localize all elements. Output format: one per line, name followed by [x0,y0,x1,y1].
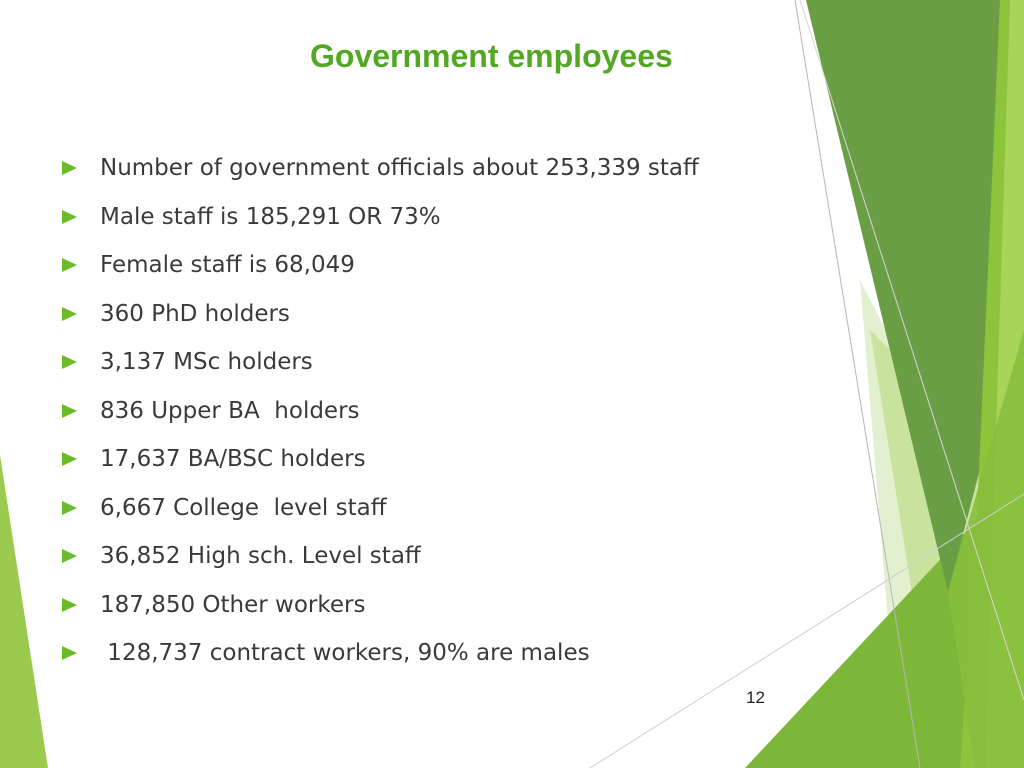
list-item [62,532,699,581]
bullet-text: 836 Upper BA holders [100,397,360,424]
bullet-arrow-icon [62,210,77,224]
bullet-arrow-icon [62,307,77,321]
page-number: 12 [746,688,765,707]
bullet-arrow-icon [62,452,77,466]
list-item [62,629,699,678]
bullet-arrow-icon [62,258,77,272]
list-item [62,338,699,387]
bullet-arrow-icon [62,501,77,515]
list-item [62,484,699,533]
bullet-arrow-icon [62,161,77,175]
list-item [62,387,699,436]
bullet-arrow-icon [62,598,77,612]
bullet-text: 128,737 contract workers, 90% are males [100,640,590,667]
bullet-text: 6,667 College level staff [100,494,387,521]
list-item [62,144,699,193]
bullet-arrow-icon [62,646,77,660]
list-item [62,435,699,484]
bullet-arrow-icon [62,355,77,369]
bullet-text: 17,637 BA/BSC holders [100,446,366,473]
bullet-text: 360 PhD holders [100,300,290,327]
left-green-sliver [0,455,48,768]
list-item [62,193,699,242]
slide-title: Government employees [310,38,673,74]
list-item [62,581,699,630]
bullet-list [62,144,699,678]
bullet-text: 3,137 MSc holders [100,349,313,376]
bullet-arrow-icon [62,549,77,563]
list-item [62,290,699,339]
bullet-text: Number of government officials about 253,339 staff [100,155,699,182]
bullet-text: 36,852 High sch. Level staff [100,543,421,570]
bullet-text: 187,850 Other workers [100,591,366,618]
bullet-text: Female staff is 68,049 [100,252,355,279]
bullet-text: Male staff is 185,291 OR 73% [100,203,441,230]
list-item [62,241,699,290]
bullet-arrow-icon [62,404,77,418]
